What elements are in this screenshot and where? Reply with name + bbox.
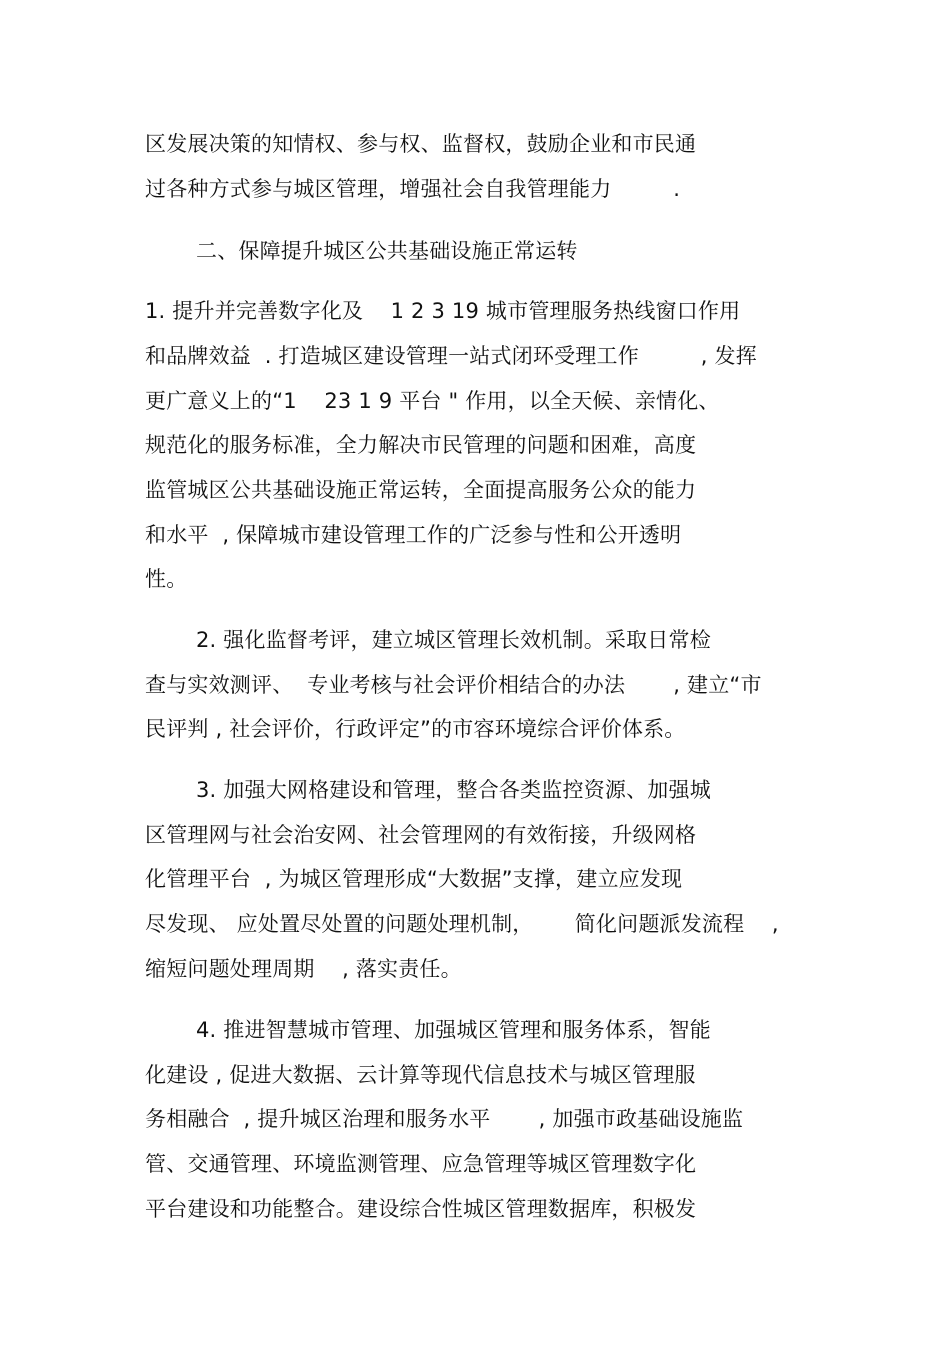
paragraph-line: 性。 bbox=[145, 567, 188, 591]
paragraph-line: 1. 提升并完善数字化及 1 2 3 19 城市管理服务热线窗口作用 bbox=[145, 299, 741, 323]
paragraph-line: 4. 推进智慧城市管理、加强城区管理和服务体系，智能 bbox=[196, 1018, 711, 1042]
paragraph-line: 民评判 , 社会评价，行政评定”的市容环境综合评价体系。 bbox=[145, 717, 686, 741]
paragraph-line: 尽发现、 应处置尽处置的问题处理机制， 简化问题派发流程 , bbox=[145, 912, 779, 936]
paragraph-line: 更广意义上的“1 23 1 9 平台 " 作用，以全天候、亲情化、 bbox=[145, 389, 720, 413]
paragraph-line: 2. 强化监督考评，建立城区管理长效机制。采取日常检 bbox=[196, 628, 711, 652]
paragraph-line: 化建设 , 促进大数据、云计算等现代信息技术与城区管理服 bbox=[145, 1063, 696, 1087]
paragraph-line: 化管理平台 , 为城区管理形成“大数据”支撑，建立应发现 bbox=[145, 867, 683, 891]
paragraph-line: 和水平 , 保障城市建设管理工作的广泛参与性和公开透明 bbox=[145, 523, 682, 547]
paragraph-line: 3. 加强大网格建设和管理，整合各类监控资源、加强城 bbox=[196, 778, 711, 802]
paragraph-line: 管、交通管理、环境监测管理、应急管理等城区管理数字化 bbox=[145, 1152, 697, 1176]
paragraph-line: 规范化的服务标准，全力解决市民管理的问题和困难，高度 bbox=[145, 433, 697, 457]
paragraph-line: 监管城区公共基础设施正常运转，全面提高服务公众的能力 bbox=[145, 478, 697, 502]
paragraph-line: 缩短问题处理周期 , 落实责任。 bbox=[145, 957, 462, 981]
paragraph-line: 查与实效测评、 专业考核与社会评价相结合的办法 , 建立“市 bbox=[145, 673, 762, 697]
paragraph-line: 区管理网与社会治安网、社会管理网的有效衔接，升级网格 bbox=[145, 823, 697, 847]
paragraph-line: 区发展决策的知情权、参与权、监督权，鼓励企业和市民通 bbox=[145, 132, 697, 156]
paragraph-line: 务相融合 , 提升城区治理和服务水平 , 加强市政基础设施监 bbox=[145, 1107, 744, 1131]
paragraph-line: 过各种方式参与城区管理，增强社会自我管理能力 . bbox=[145, 177, 681, 201]
paragraph-line: 平台建设和功能整合。建设综合性城区管理数据库，积极发 bbox=[145, 1197, 697, 1221]
section-heading: 二、保障提升城区公共基础设施正常运转 bbox=[196, 239, 578, 263]
paragraph-line: 和品牌效益 . 打造城区建设管理一站式闭环受理工作 , 发挥 bbox=[145, 344, 757, 368]
